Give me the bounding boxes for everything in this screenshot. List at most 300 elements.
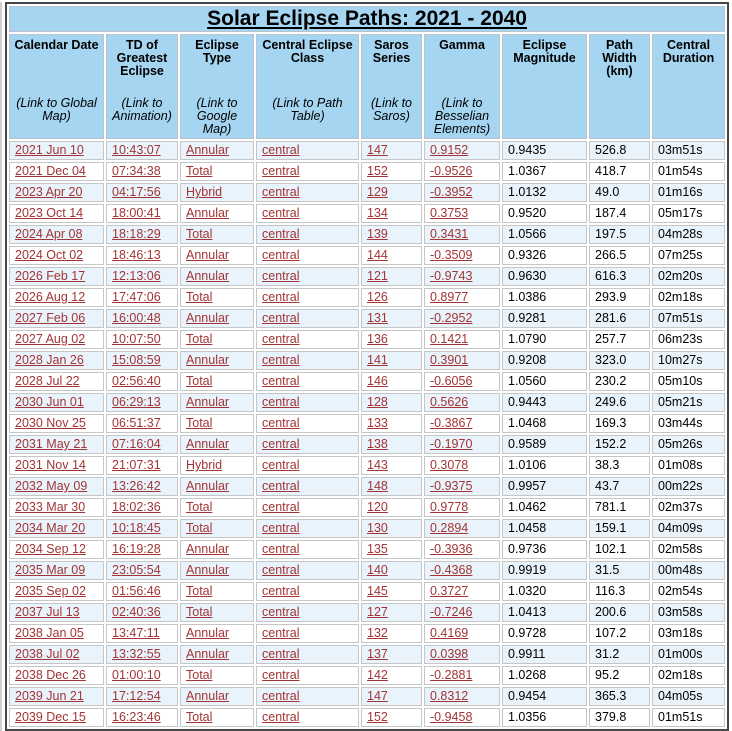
cell-saros — [361, 582, 422, 601]
cell-path_width: 102.1 — [589, 540, 650, 559]
date-link[interactable]: 2035 Sep 02 — [15, 584, 86, 598]
type-link[interactable]: Total — [186, 374, 213, 388]
table-row — [9, 435, 725, 454]
date-link[interactable]: 2031 May 21 — [15, 437, 88, 451]
cell-magnitude: 1.0268 — [502, 666, 587, 685]
cell-date — [9, 708, 104, 727]
cls-link[interactable]: central — [262, 563, 300, 577]
type-link[interactable]: Annular — [186, 542, 230, 556]
gamma-link[interactable]: 0.3727 — [430, 584, 469, 598]
saros-link[interactable]: 152 — [367, 710, 388, 724]
cell-duration: 07m51s — [652, 309, 725, 328]
gamma-link[interactable]: 0.9152 — [430, 143, 469, 157]
date-link[interactable]: 2028 Jul 22 — [15, 374, 80, 388]
cell-gamma — [424, 540, 500, 559]
cell-magnitude: 1.0560 — [502, 372, 587, 391]
cell-gamma — [424, 666, 500, 685]
saros-link[interactable]: 120 — [367, 500, 388, 514]
cell-saros — [361, 225, 422, 244]
saros-link[interactable]: 138 — [367, 437, 388, 451]
cell-td_time — [106, 624, 178, 643]
gamma-link[interactable]: -0.6056 — [430, 374, 473, 388]
title-row — [9, 6, 725, 32]
cell-gamma — [424, 519, 500, 538]
date-link[interactable]: 2030 Jun 01 — [15, 395, 84, 409]
cell-date — [9, 183, 104, 202]
cell-duration: 04m28s — [652, 225, 725, 244]
cell-magnitude: 0.9630 — [502, 267, 587, 286]
cell-type — [180, 372, 254, 391]
date-link[interactable]: 2028 Jan 26 — [15, 353, 84, 367]
cell-td_time — [106, 435, 178, 454]
date-link[interactable]: 2039 Dec 15 — [15, 710, 86, 724]
date-link[interactable]: 2038 Jul 02 — [15, 647, 80, 661]
cls-link[interactable]: central — [262, 248, 300, 262]
cell-type — [180, 267, 254, 286]
cell-type — [180, 519, 254, 538]
type-link[interactable]: Annular — [186, 647, 230, 661]
cell-type — [180, 666, 254, 685]
td_time-link[interactable]: 07:34:38 — [112, 164, 161, 178]
gamma-link[interactable]: 0.3901 — [430, 353, 469, 367]
cell-cls — [256, 540, 359, 559]
cell-td_time — [106, 183, 178, 202]
saros-link[interactable]: 132 — [367, 626, 388, 640]
cell-magnitude: 0.9728 — [502, 624, 587, 643]
td_time-link[interactable]: 15:08:59 — [112, 353, 161, 367]
gamma-link[interactable]: 0.3078 — [430, 458, 469, 472]
type-link[interactable]: Annular — [186, 479, 230, 493]
cell-gamma — [424, 477, 500, 496]
cell-cls — [256, 687, 359, 706]
cell-magnitude: 1.0458 — [502, 519, 587, 538]
table-body — [9, 141, 725, 727]
td_time-link[interactable]: 23:05:54 — [112, 563, 161, 577]
cell-date — [9, 477, 104, 496]
type-link[interactable]: Hybrid — [186, 185, 223, 199]
cell-saros — [361, 603, 422, 622]
type-link[interactable]: Annular — [186, 311, 230, 325]
cell-type — [180, 498, 254, 517]
saros-link[interactable]: 139 — [367, 227, 388, 241]
cls-link[interactable]: central — [262, 584, 300, 598]
cell-date — [9, 309, 104, 328]
saros-link[interactable]: 129 — [367, 185, 388, 199]
cls-link[interactable]: central — [262, 542, 300, 556]
cell-saros — [361, 330, 422, 349]
saros-link[interactable]: 143 — [367, 458, 388, 472]
gamma-link[interactable]: 0.8977 — [430, 290, 469, 304]
cls-link[interactable]: central — [262, 479, 300, 493]
gamma-link[interactable]: -0.9375 — [430, 479, 473, 493]
cell-path_width: 418.7 — [589, 162, 650, 181]
cls-link[interactable]: central — [262, 416, 300, 430]
type-link[interactable]: Total — [186, 164, 213, 178]
cls-link[interactable]: central — [262, 143, 300, 157]
gamma-link[interactable]: 0.2894 — [430, 521, 469, 535]
cell-type — [180, 330, 254, 349]
table-row — [9, 372, 725, 391]
cell-cls — [256, 204, 359, 223]
cls-link[interactable]: central — [262, 458, 300, 472]
cell-gamma — [424, 246, 500, 265]
cell-gamma — [424, 561, 500, 580]
table-row — [9, 330, 725, 349]
td_time-link[interactable]: 17:47:06 — [112, 290, 161, 304]
td_time-link[interactable]: 04:17:56 — [112, 185, 161, 199]
date-link[interactable]: 2034 Sep 12 — [15, 542, 86, 556]
cell-date — [9, 624, 104, 643]
cell-magnitude: 1.0413 — [502, 603, 587, 622]
saros-link[interactable]: 127 — [367, 605, 388, 619]
cell-path_width: 526.8 — [589, 141, 650, 160]
cls-link[interactable]: central — [262, 647, 300, 661]
cls-link[interactable]: central — [262, 521, 300, 535]
gamma-link[interactable]: 0.3431 — [430, 227, 469, 241]
table-row — [9, 183, 725, 202]
saros-link[interactable]: 147 — [367, 689, 388, 703]
cell-path_width: 159.1 — [589, 519, 650, 538]
cell-magnitude: 1.0356 — [502, 708, 587, 727]
cell-date — [9, 267, 104, 286]
date-link[interactable]: 2027 Feb 06 — [15, 311, 86, 325]
cell-magnitude: 0.9281 — [502, 309, 587, 328]
gamma-link[interactable]: -0.3509 — [430, 248, 473, 262]
cell-duration: 05m21s — [652, 393, 725, 412]
cell-path_width: 365.3 — [589, 687, 650, 706]
cell-type — [180, 288, 254, 307]
gamma-link[interactable]: 0.4169 — [430, 626, 469, 640]
table-row — [9, 204, 725, 223]
col-header-sublabel: (Link to Global Map) — [16, 96, 97, 123]
cell-cls — [256, 393, 359, 412]
cell-td_time — [106, 603, 178, 622]
td_time-link[interactable]: 16:23:46 — [112, 710, 161, 724]
cls-link[interactable]: central — [262, 269, 300, 283]
cell-gamma — [424, 414, 500, 433]
cell-td_time — [106, 456, 178, 475]
cls-link[interactable]: central — [262, 689, 300, 703]
type-link[interactable]: Annular — [186, 206, 230, 220]
cell-saros — [361, 456, 422, 475]
td_time-link[interactable]: 01:00:10 — [112, 668, 161, 682]
td_time-link[interactable]: 18:02:36 — [112, 500, 161, 514]
type-link[interactable]: Annular — [186, 269, 230, 283]
saros-link[interactable]: 133 — [367, 416, 388, 430]
date-link[interactable]: 2038 Dec 26 — [15, 668, 86, 682]
cell-magnitude: 0.9454 — [502, 687, 587, 706]
type-link[interactable]: Annular — [186, 626, 230, 640]
cell-saros — [361, 372, 422, 391]
cell-magnitude: 0.9435 — [502, 141, 587, 160]
col-header-date — [9, 34, 104, 139]
saros-link[interactable]: 131 — [367, 311, 388, 325]
cell-gamma — [424, 267, 500, 286]
cell-td_time — [106, 645, 178, 664]
cls-link[interactable]: central — [262, 437, 300, 451]
col-header-label: Central Eclipse Class — [262, 38, 353, 65]
cell-gamma — [424, 435, 500, 454]
cell-path_width: 95.2 — [589, 666, 650, 685]
saros-link[interactable]: 152 — [367, 164, 388, 178]
saros-link[interactable]: 128 — [367, 395, 388, 409]
cell-path_width: 152.2 — [589, 435, 650, 454]
type-link[interactable]: Total — [186, 605, 213, 619]
td_time-link[interactable]: 10:43:07 — [112, 143, 161, 157]
type-link[interactable]: Total — [186, 227, 213, 241]
col-header-saros — [361, 34, 422, 139]
col-header-sublabel: (Link to Animation) — [112, 96, 172, 123]
date-link[interactable]: 2023 Oct 14 — [15, 206, 84, 220]
td_time-link[interactable]: 07:16:04 — [112, 437, 161, 451]
td_time-link[interactable]: 17:12:54 — [112, 689, 161, 703]
cell-path_width: 293.9 — [589, 288, 650, 307]
header-row — [9, 34, 725, 139]
td_time-link[interactable]: 02:56:40 — [112, 374, 161, 388]
saros-link[interactable]: 134 — [367, 206, 388, 220]
gamma-link[interactable]: 0.9778 — [430, 500, 469, 514]
td_time-link[interactable]: 12:13:06 — [112, 269, 161, 283]
cell-saros — [361, 687, 422, 706]
date-link[interactable]: 2034 Mar 20 — [15, 521, 86, 535]
saros-link[interactable]: 130 — [367, 521, 388, 535]
type-link[interactable]: Annular — [186, 353, 230, 367]
date-link[interactable]: 2032 May 09 — [15, 479, 88, 493]
cell-cls — [256, 162, 359, 181]
td_time-link[interactable]: 01:56:46 — [112, 584, 161, 598]
type-link[interactable]: Total — [186, 668, 213, 682]
td_time-link[interactable]: 16:00:48 — [112, 311, 161, 325]
type-link[interactable]: Annular — [186, 248, 230, 262]
cell-type — [180, 540, 254, 559]
date-link[interactable]: 2030 Nov 25 — [15, 416, 86, 430]
type-link[interactable]: Total — [186, 332, 213, 346]
cell-duration: 01m54s — [652, 162, 725, 181]
saros-link[interactable]: 137 — [367, 647, 388, 661]
gamma-link[interactable]: 0.5626 — [430, 395, 469, 409]
cell-cls — [256, 183, 359, 202]
cell-magnitude: 1.0320 — [502, 582, 587, 601]
date-link[interactable]: 2033 Mar 30 — [15, 500, 86, 514]
gamma-link[interactable]: -0.1970 — [430, 437, 473, 451]
cell-date — [9, 498, 104, 517]
cell-td_time — [106, 708, 178, 727]
saros-link[interactable]: 136 — [367, 332, 388, 346]
date-link[interactable]: 2021 Dec 04 — [15, 164, 86, 178]
td_time-link[interactable]: 21:07:31 — [112, 458, 161, 472]
cls-link[interactable]: central — [262, 332, 300, 346]
cell-type — [180, 183, 254, 202]
td_time-link[interactable]: 18:00:41 — [112, 206, 161, 220]
gamma-link[interactable]: -0.7246 — [430, 605, 473, 619]
td_time-link[interactable]: 02:40:36 — [112, 605, 161, 619]
date-link[interactable]: 2024 Apr 08 — [15, 227, 83, 241]
table-row — [9, 687, 725, 706]
cls-link[interactable]: central — [262, 605, 300, 619]
col-header-sublabel: (Link to Google Map) — [196, 96, 238, 136]
cell-td_time — [106, 498, 178, 517]
gamma-link[interactable]: 0.0398 — [430, 647, 469, 661]
cls-link[interactable]: central — [262, 164, 300, 178]
td_time-link[interactable]: 06:51:37 — [112, 416, 161, 430]
td_time-link[interactable]: 13:32:55 — [112, 647, 161, 661]
td_time-link[interactable]: 13:47:11 — [112, 626, 160, 640]
cell-path_width: 31.5 — [589, 561, 650, 580]
cell-duration: 03m44s — [652, 414, 725, 433]
table-row — [9, 246, 725, 265]
type-link[interactable]: Annular — [186, 143, 230, 157]
saros-link[interactable]: 147 — [367, 143, 388, 157]
cell-saros — [361, 393, 422, 412]
cell-saros — [361, 435, 422, 454]
td_time-link[interactable]: 13:26:42 — [112, 479, 161, 493]
type-link[interactable]: Annular — [186, 563, 230, 577]
date-link[interactable]: 2035 Mar 09 — [15, 563, 86, 577]
gamma-link[interactable]: 0.8312 — [430, 689, 469, 703]
gamma-link[interactable]: -0.9743 — [430, 269, 473, 283]
gamma-link[interactable]: -0.9526 — [430, 164, 473, 178]
cell-gamma — [424, 372, 500, 391]
cell-type — [180, 393, 254, 412]
gamma-link[interactable]: 0.3753 — [430, 206, 469, 220]
cell-td_time — [106, 687, 178, 706]
cell-magnitude: 1.0790 — [502, 330, 587, 349]
type-link[interactable]: Annular — [186, 395, 230, 409]
date-link[interactable]: 2027 Aug 02 — [15, 332, 86, 346]
saros-link[interactable]: 141 — [367, 353, 388, 367]
table-row — [9, 456, 725, 475]
cell-gamma — [424, 687, 500, 706]
cell-path_width: 781.1 — [589, 498, 650, 517]
type-link[interactable]: Total — [186, 500, 213, 514]
date-link[interactable]: 2024 Oct 02 — [15, 248, 84, 262]
gamma-link[interactable]: -0.3952 — [430, 185, 473, 199]
cell-gamma — [424, 708, 500, 727]
cls-link[interactable]: central — [262, 668, 300, 682]
gamma-link[interactable]: -0.2881 — [430, 668, 473, 682]
gamma-link[interactable]: -0.4368 — [430, 563, 473, 577]
date-link[interactable]: 2023 Apr 20 — [15, 185, 83, 199]
date-link[interactable]: 2037 Jul 13 — [15, 605, 80, 619]
cls-link[interactable]: central — [262, 185, 300, 199]
cls-link[interactable]: central — [262, 626, 300, 640]
gamma-link[interactable]: 0.1421 — [430, 332, 469, 346]
cell-saros — [361, 309, 422, 328]
saros-link[interactable]: 126 — [367, 290, 388, 304]
col-header-label: Path Width (km) — [602, 38, 637, 78]
cell-saros — [361, 141, 422, 160]
cell-path_width: 379.8 — [589, 708, 650, 727]
td_time-link[interactable]: 06:29:13 — [112, 395, 161, 409]
date-link[interactable]: 2038 Jan 05 — [15, 626, 84, 640]
cls-link[interactable]: central — [262, 500, 300, 514]
cell-type — [180, 708, 254, 727]
cell-type — [180, 246, 254, 265]
gamma-link[interactable]: -0.2952 — [430, 311, 473, 325]
saros-link[interactable]: 142 — [367, 668, 388, 682]
cls-link[interactable]: central — [262, 311, 300, 325]
cell-magnitude: 0.9443 — [502, 393, 587, 412]
cell-magnitude: 1.0386 — [502, 288, 587, 307]
date-link[interactable]: 2031 Nov 14 — [15, 458, 86, 472]
gamma-link[interactable]: -0.9458 — [430, 710, 473, 724]
saros-link[interactable]: 148 — [367, 479, 388, 493]
cls-link[interactable]: central — [262, 290, 300, 304]
td_time-link[interactable]: 16:19:28 — [112, 542, 161, 556]
saros-link[interactable]: 144 — [367, 248, 388, 262]
table-row — [9, 561, 725, 580]
cell-magnitude: 0.9208 — [502, 351, 587, 370]
cell-type — [180, 309, 254, 328]
cell-gamma — [424, 498, 500, 517]
type-link[interactable]: Total — [186, 290, 213, 304]
cls-link[interactable]: central — [262, 227, 300, 241]
cell-path_width: 200.6 — [589, 603, 650, 622]
cell-date — [9, 351, 104, 370]
cell-td_time — [106, 519, 178, 538]
td_time-link[interactable]: 10:07:50 — [112, 332, 161, 346]
cell-cls — [256, 498, 359, 517]
cell-duration: 01m08s — [652, 456, 725, 475]
saros-link[interactable]: 146 — [367, 374, 388, 388]
date-link[interactable]: 2039 Jun 21 — [15, 689, 84, 703]
cell-cls — [256, 456, 359, 475]
type-link[interactable]: Annular — [186, 689, 230, 703]
cls-link[interactable]: central — [262, 395, 300, 409]
table-row — [9, 351, 725, 370]
cell-duration: 03m51s — [652, 141, 725, 160]
type-link[interactable]: Total — [186, 710, 213, 724]
type-link[interactable]: Total — [186, 584, 213, 598]
cell-date — [9, 393, 104, 412]
cell-type — [180, 477, 254, 496]
gamma-link[interactable]: -0.3867 — [430, 416, 473, 430]
cell-cls — [256, 309, 359, 328]
cls-link[interactable]: central — [262, 206, 300, 220]
td_time-link[interactable]: 18:46:13 — [112, 248, 161, 262]
cell-date — [9, 603, 104, 622]
cls-link[interactable]: central — [262, 353, 300, 367]
type-link[interactable]: Hybrid — [186, 458, 223, 472]
type-link[interactable]: Total — [186, 521, 213, 535]
date-link[interactable]: 2021 Jun 10 — [15, 143, 84, 157]
cell-duration: 02m18s — [652, 666, 725, 685]
type-link[interactable]: Total — [186, 416, 213, 430]
cell-td_time — [106, 414, 178, 433]
cls-link[interactable]: central — [262, 374, 300, 388]
date-link[interactable]: 2026 Feb 17 — [15, 269, 86, 283]
date-link[interactable]: 2026 Aug 12 — [15, 290, 86, 304]
cell-gamma — [424, 183, 500, 202]
cell-gamma — [424, 582, 500, 601]
col-header-path_width — [589, 34, 650, 139]
saros-link[interactable]: 121 — [367, 269, 388, 283]
cls-link[interactable]: central — [262, 710, 300, 724]
td_time-link[interactable]: 10:18:45 — [112, 521, 161, 535]
saros-link[interactable]: 145 — [367, 584, 388, 598]
cell-type — [180, 456, 254, 475]
col-header-label: Gamma — [439, 38, 485, 52]
cell-cls — [256, 414, 359, 433]
cell-saros — [361, 414, 422, 433]
cell-date — [9, 561, 104, 580]
saros-link[interactable]: 140 — [367, 563, 388, 577]
saros-link[interactable]: 135 — [367, 542, 388, 556]
type-link[interactable]: Annular — [186, 437, 230, 451]
td_time-link[interactable]: 18:18:29 — [112, 227, 161, 241]
gamma-link[interactable]: -0.3936 — [430, 542, 473, 556]
cell-path_width: 197.5 — [589, 225, 650, 244]
